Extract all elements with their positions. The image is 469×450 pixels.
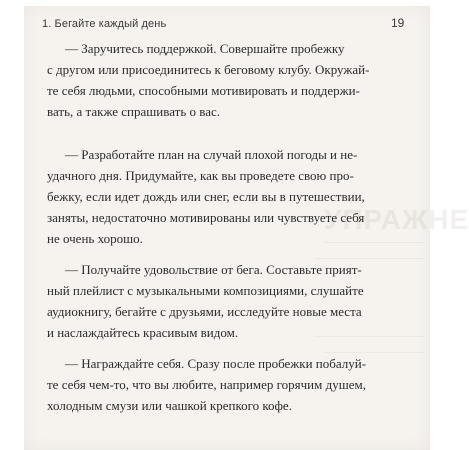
- running-head: 1. Бегайте каждый день: [42, 18, 167, 30]
- show-through-artifact: УПРАЖНЕ: [324, 204, 469, 235]
- text-line: ный плейлист с музыкальными композициями, слушайте: [47, 283, 364, 298]
- text-line: — Заручитесь поддержкой. Совершайте пробежку: [65, 41, 345, 56]
- paragraph-bad-weather-plan: [47, 144, 411, 249]
- paragraph-support: [47, 38, 411, 122]
- text-line: аудиокнигу, бегайте с друзьями, исследуйте новые места: [47, 304, 362, 319]
- paragraph-enjoy-running: [47, 259, 411, 343]
- text-line: вать, а также спрашивать о вас.: [47, 104, 221, 119]
- paragraph-reward-yourself: [47, 353, 411, 416]
- text-line: с другом или присоединитесь к беговому клубу. Окружай-: [47, 62, 370, 77]
- text-line: те себя чем-то, что вы любите, например горячим душем,: [47, 377, 366, 392]
- page-number: 19: [391, 16, 405, 30]
- text-line: удачного дня. Придумайте, как вы проведете свою про-: [47, 168, 354, 183]
- text-line: те себя людьми, способными мотивировать и поддержи-: [47, 83, 360, 98]
- text-line: и наслаждайтесь красивым видом.: [47, 325, 239, 340]
- text-line: заняты, недостаточно мотивированы или чувствуете себя: [47, 210, 365, 225]
- text-line: — Награждайте себя. Сразу после пробежки побалуй-: [65, 356, 367, 371]
- text-line: холодным смузи или чашкой крепкого кофе.: [47, 398, 292, 413]
- text-line: бежку, если идет дождь или снег, если вы в путешествии,: [47, 189, 365, 204]
- text-line: — Разработайте план на случай плохой погоды и не-: [65, 147, 358, 162]
- text-line: — Получайте удовольствие от бега. Составьте прият-: [65, 262, 362, 277]
- text-line: не очень хорошо.: [47, 231, 143, 246]
